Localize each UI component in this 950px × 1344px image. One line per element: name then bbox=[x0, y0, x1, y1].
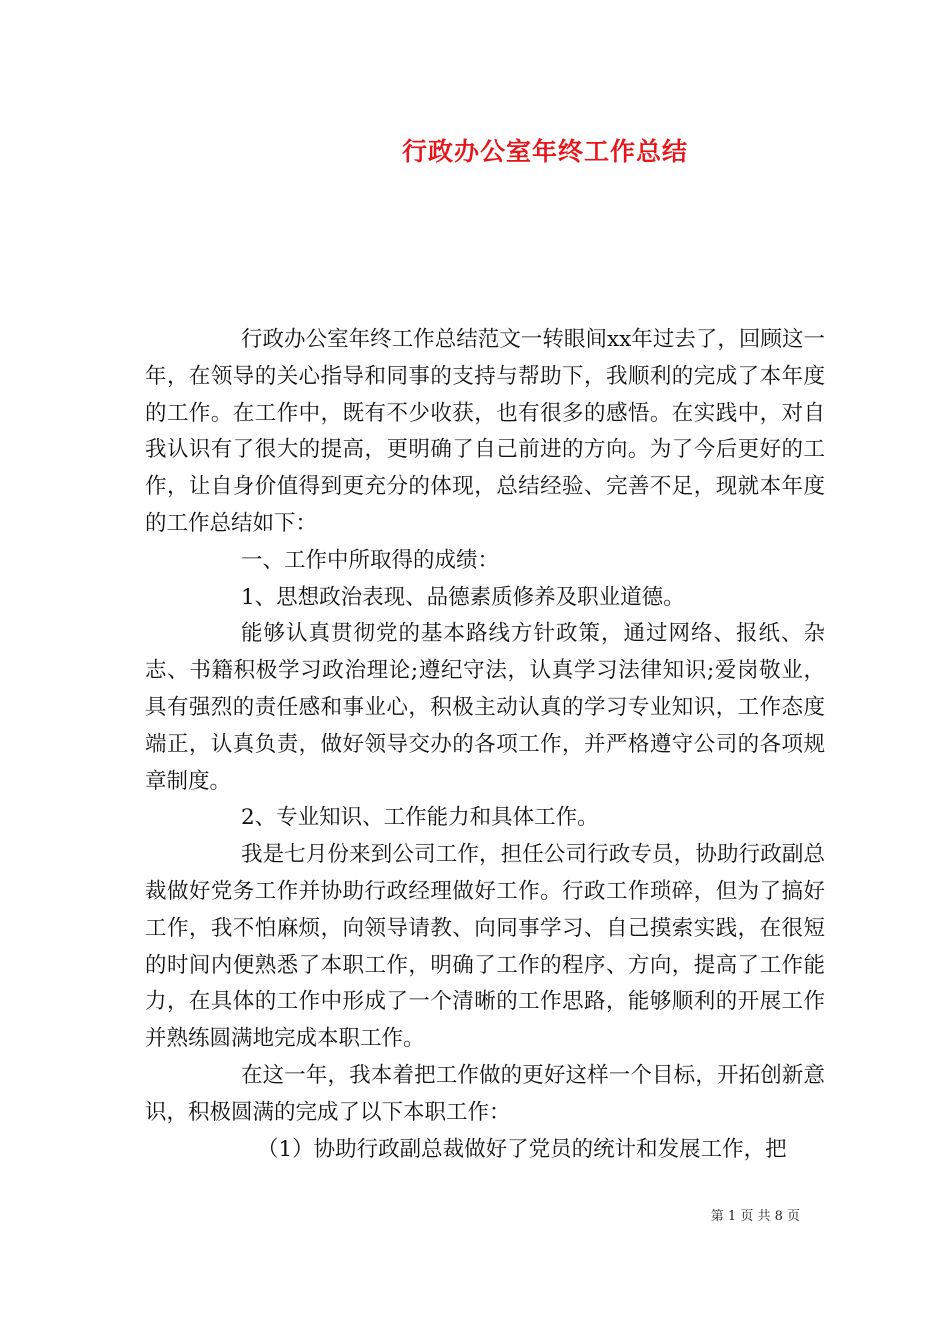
subheading-political-quality: 1、思想政治表现、品德素质修养及职业道德。 bbox=[241, 584, 685, 610]
list-item-1: （1）协助行政副总裁做好了党员的统计和发展工作，把 bbox=[257, 1136, 787, 1162]
paragraph-professional-work: 我是七月份来到公司工作，担任公司行政专员，协助行政副总裁做好党务工作并协助行政经理做好工作。行政工作琐碎，但为了搞好工作，我不怕麻烦，向领导请教、向同事学习、自己摸索实践，在很短的时间内便熟悉了本职工作，明确了工作的程序、方向，提高了工作能力，在具体的工作中形成了一个清晰的工作思路，能够顺利的开展工作并熟练圆满地完成本职工作。 bbox=[145, 842, 825, 1052]
page-number: 第 1 页 共 8 页 bbox=[710, 1209, 800, 1224]
paragraph-intro: 行政办公室年终工作总结范文一转眼间xx年过去了，回顾这一年，在领导的关心指导和同事的支持与帮助下，我顺利的完成了本年度的工作。在工作中，既有不少收获，也有很多的感悟。在实践中，对自我认识有了很大的提高，更明确了自己前进的方向。为了今后更好的工作，让自身价值得到更充分的体现，总结经验、完善不足，现就本年度的工作总结如下： bbox=[145, 327, 825, 536]
document-title: 行政办公室年终工作总结 bbox=[401, 137, 688, 166]
subheading-professional-work: 2、专业知识、工作能力和具体工作。 bbox=[241, 805, 599, 831]
paragraph-political-quality: 能够认真贯彻党的基本路线方针政策，通过网络、报纸、杂志、书籍积极学习政治理论;遵纪守法，认真学习法律知识;爱岗敬业，具有强烈的责任感和事业心，积极主动认真的学习专业知识，工作态度端正，认真负责，做好领导交办的各项工作，并严格遵守公司的各项规章制度。 bbox=[145, 621, 825, 794]
document-body bbox=[145, 322, 825, 1168]
section-heading-achievements: 一、工作中所取得的成绩： bbox=[241, 547, 500, 573]
paragraph-this-year: 在这一年，我本着把工作做的更好这样一个目标，开拓创新意识，积极圆满的完成了以下本职工作： bbox=[145, 1062, 825, 1125]
